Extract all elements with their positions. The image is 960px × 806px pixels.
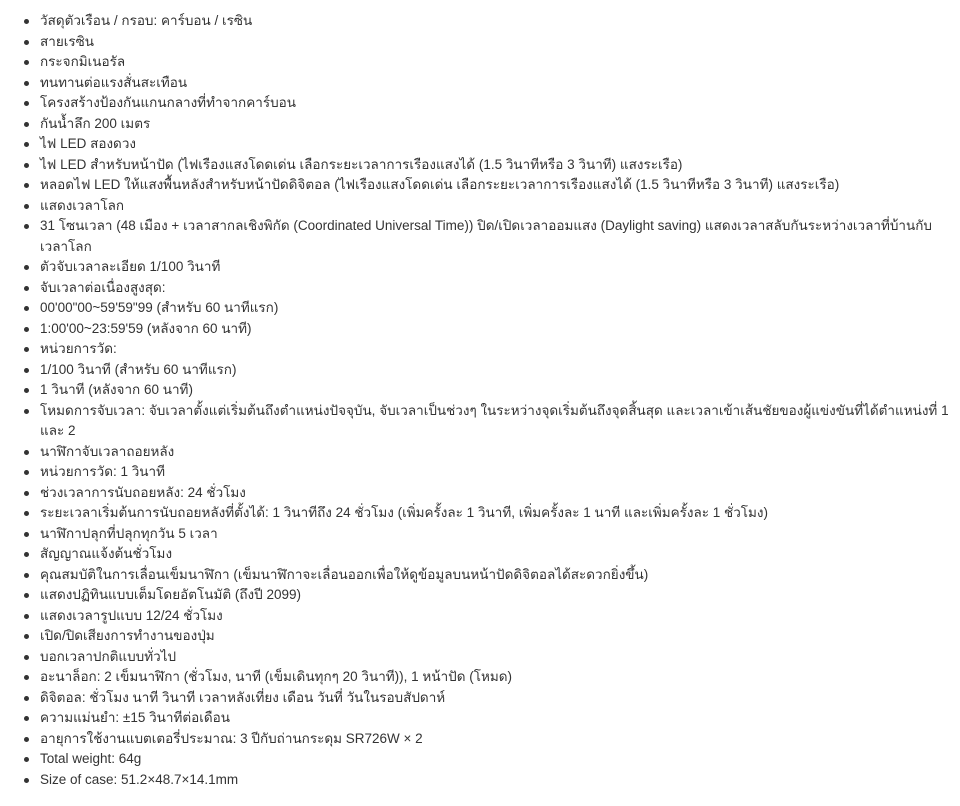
spec-item [0, 196, 960, 217]
spec-item [0, 319, 960, 340]
spec-item [0, 626, 960, 647]
spec-item [0, 216, 960, 257]
spec-text: ไฟ LED สองดวง [40, 136, 136, 151]
bullet-icon [24, 716, 29, 721]
bullet-icon [24, 101, 29, 106]
bullet-icon [24, 327, 29, 332]
spec-item [0, 401, 960, 442]
bullet-icon [24, 675, 29, 680]
bullet-icon [24, 737, 29, 742]
spec-item [0, 462, 960, 483]
spec-text: ระยะเวลาเริ่มต้นการนับถอยหลังที่ตั้งได้: 1 วินาทีถึง 24 ชั่วโมง (เพิ่มครั้งละ 1 วินาที, เพิ่มครั้งละ 1 นาที และเพิ่มครั้งละ 1 ชั่วโมง) [40, 505, 769, 520]
spec-text: กระจกมิเนอรัล [40, 54, 126, 69]
spec-text: ดิจิตอล: ชั่วโมง นาที วินาที เวลาหลังเที่ยง เดือน วันที่ วันในรอบสัปดาห์ [40, 689, 446, 705]
spec-item [0, 770, 960, 791]
bullet-icon [24, 204, 29, 209]
spec-text: 1 วินาที (หลังจาก 60 นาที) [40, 382, 193, 397]
spec-item [0, 73, 960, 94]
bullet-icon [24, 347, 29, 352]
spec-text: นาฬิกาปลุกที่ปลุกทุกวัน 5 เวลา [40, 525, 218, 541]
bullet-icon [24, 224, 29, 229]
spec-item [0, 708, 960, 729]
spec-text: ช่วงเวลาการนับถอยหลัง: 24 ชั่วโมง [40, 484, 246, 500]
spec-item [0, 298, 960, 319]
bullet-icon [24, 757, 29, 762]
spec-item [0, 11, 960, 32]
spec-text: แสดงปฏิทินแบบเต็มโดยอัตโนมัติ (ถึงปี 2099) [40, 587, 301, 602]
spec-text: จับเวลาต่อเนื่องสูงสุด: [40, 279, 166, 295]
spec-item [0, 442, 960, 463]
spec-item [0, 360, 960, 381]
spec-item [0, 155, 960, 176]
spec-item [0, 278, 960, 299]
bullet-icon [24, 388, 29, 393]
bullet-icon [24, 19, 29, 24]
spec-text: อะนาล็อก: 2 เข็มนาฬิกา (ชั่วโมง, นาที (เข็มเดินทุกๆ 20 วินาที)), 1 หน้าปัด (โหมด) [40, 669, 513, 684]
bullet-icon [24, 614, 29, 619]
spec-item [0, 52, 960, 73]
bullet-icon [24, 163, 29, 168]
spec-text: ความแม่นยำ: ±15 วินาทีต่อเดือน [40, 710, 230, 725]
spec-item [0, 93, 960, 114]
spec-item [0, 606, 960, 627]
bullet-icon [24, 696, 29, 701]
bullet-icon [24, 470, 29, 475]
spec-item [0, 544, 960, 565]
bullet-icon [24, 573, 29, 578]
spec-item [0, 380, 960, 401]
bullet-icon [24, 265, 29, 270]
bullet-icon [24, 655, 29, 660]
spec-text: โหมดการจับเวลา: จับเวลาตั้งแต่เริ่มต้นถึงตำแหน่งปัจจุบัน, จับเวลาเป็นช่วงๆ ในระหว่างจุดเริ่มต้นถึงจุดสิ้นสุด และเวลาเข้าเส้นชัยของผู้แข่งขันที่ได้ตำแหน่งที่ 1 และ 2 [40, 402, 949, 438]
spec-item [0, 585, 960, 606]
spec-list [0, 11, 960, 790]
spec-item [0, 647, 960, 668]
spec-text: หน่วยการวัด: 1 วินาที [40, 464, 166, 479]
spec-text: คุณสมบัติในการเลื่อนเข็มนาฬิกา (เข็มนาฬิกาจะเลื่อนออกเพื่อให้ดูข้อมูลบนหน้าปัดดิจิตอลได้สะดวกยิ่งขึ้น) [40, 566, 649, 582]
spec-item [0, 524, 960, 545]
spec-item [0, 503, 960, 524]
bullet-icon [24, 450, 29, 455]
spec-item [0, 32, 960, 53]
spec-item [0, 257, 960, 278]
spec-item [0, 749, 960, 770]
spec-text: ตัวจับเวลาละเอียด 1/100 วินาที [40, 259, 221, 274]
spec-text: 1/100 วินาที (สำหรับ 60 นาทีแรก) [40, 361, 237, 377]
spec-text: วัสดุตัวเรือน / กรอบ: คาร์บอน / เรซิน [40, 13, 253, 28]
spec-text: แสดงเวลาโลก [40, 197, 125, 213]
spec-item [0, 565, 960, 586]
spec-item [0, 114, 960, 135]
spec-text: กันน้ำลึก 200 เมตร [40, 115, 151, 131]
spec-text: หน่วยการวัด: [40, 341, 117, 356]
spec-text: 31 โซนเวลา (48 เมือง + เวลาสากลเชิงพิกัด (Coordinated Universal Time)) ปิด/เปิดเวลาออมแสง (Daylight saving) แสดงเวลาสลับกันระหว่างเวลาที่บ้านกับเวลาโลก [40, 218, 932, 254]
spec-text: นาฬิกาจับเวลาถอยหลัง [40, 443, 175, 459]
bullet-icon [24, 183, 29, 188]
spec-text: บอกเวลาปกติแบบทั่วไป [40, 648, 177, 664]
bullet-icon [24, 60, 29, 65]
spec-item [0, 134, 960, 155]
spec-item [0, 667, 960, 688]
bullet-icon [24, 491, 29, 496]
bullet-icon [24, 532, 29, 537]
bullet-icon [24, 634, 29, 639]
bullet-icon [24, 511, 29, 516]
bullet-icon [24, 593, 29, 598]
spec-text: ทนทานต่อแรงสั่นสะเทือน [40, 74, 188, 90]
bullet-icon [24, 409, 29, 414]
spec-text: 00'00"00~59'59"99 (สำหรับ 60 นาทีแรก) [40, 300, 279, 315]
spec-item [0, 339, 960, 360]
spec-text: อายุการใช้งานแบตเตอรี่ประมาณ: 3 ปีกับถ่านกระดุม SR726W × 2 [40, 730, 423, 746]
spec-text: สัญญาณแจ้งต้นชั่วโมง [40, 546, 173, 561]
spec-text: เปิด/ปิดเสียงการทำงานของปุ่ม [40, 628, 215, 643]
spec-text: ไฟ LED สำหรับหน้าปัด (ไฟเรืองแสงโดดเด่น เลือกระยะเวลาการเรืองแสงได้ (1.5 วินาทีหรือ 3 วินาที) แสงระเรือ) [40, 156, 683, 172]
spec-text: แสดงเวลารูปแบบ 12/24 ชั่วโมง [40, 607, 223, 623]
bullet-icon [24, 40, 29, 45]
bullet-icon [24, 142, 29, 147]
spec-text: โครงสร้างป้องกันแกนกลางที่ทำจากคาร์บอน [40, 95, 296, 110]
spec-text: 1:00'00~23:59'59 (หลังจาก 60 นาที) [40, 320, 252, 336]
spec-item [0, 688, 960, 709]
bullet-icon [24, 122, 29, 127]
spec-text: หลอดไฟ LED ให้แสงพื้นหลังสำหรับหน้าปัดดิจิตอล (ไฟเรืองแสงโดดเด่น เลือกระยะเวลาการเรืองแสงได้ (1.5 วินาทีหรือ 3 วินาที) แสงระเรือ) [40, 177, 840, 192]
spec-item [0, 175, 960, 196]
spec-item [0, 483, 960, 504]
bullet-icon [24, 552, 29, 557]
bullet-icon [24, 368, 29, 373]
spec-text: สายเรซิน [40, 33, 94, 49]
bullet-icon [24, 81, 29, 86]
spec-text: Total weight: 64g [40, 751, 142, 766]
bullet-icon [24, 286, 29, 291]
spec-item [0, 729, 960, 750]
bullet-icon [24, 306, 29, 311]
spec-text: Size of case: 51.2×48.7×14.1mm [40, 771, 239, 787]
bullet-icon [24, 778, 29, 783]
